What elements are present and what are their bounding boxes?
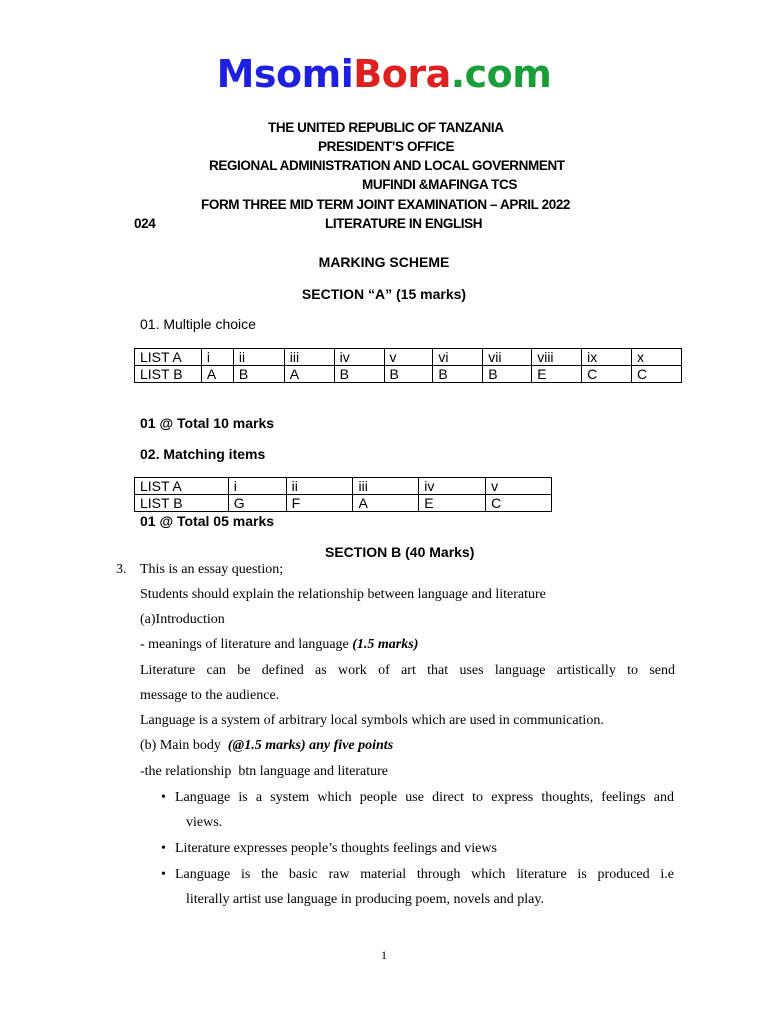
table-cell: v <box>384 349 433 366</box>
q3-relationship: -the relationship btn language and literature <box>140 764 389 779</box>
table-cell: LIST A <box>135 478 229 495</box>
table-cell: i <box>201 349 233 366</box>
table-cell: vii <box>483 349 532 366</box>
header-line-4: MUFINDI &MAFINGA TCS <box>362 177 517 192</box>
table-cell: B <box>334 366 384 383</box>
q3-literature-definition <box>140 658 675 684</box>
q3-part-a: (a)Introduction <box>140 612 225 627</box>
table-cell: iii <box>284 349 334 366</box>
list-item-continuation: views. <box>186 815 223 830</box>
table-cell: G <box>228 495 286 512</box>
q3-meanings <box>140 632 418 658</box>
table-cell: iv <box>419 478 486 495</box>
section-a-title: SECTION “A” (15 marks) <box>301 286 467 302</box>
table-cell: F <box>286 495 353 512</box>
q1-total: 01 @ Total 10 marks <box>140 415 275 431</box>
table-cell: B <box>233 366 284 383</box>
q3-intro: This is an essay question; <box>140 562 284 577</box>
table-cell: A <box>353 495 419 512</box>
table-cell: A <box>201 366 233 383</box>
q1-answer-table <box>134 348 682 383</box>
table-cell: C <box>486 495 552 512</box>
table-row <box>135 366 682 383</box>
bullet-icon: • <box>161 841 166 856</box>
q3-meanings-text: - meanings of literature and language <box>140 637 353 652</box>
subject-code: 024 <box>134 216 156 231</box>
table-cell: A <box>284 366 334 383</box>
table-cell: x <box>632 349 682 366</box>
list-item: Literature expresses people’s thoughts feelings and views <box>175 841 497 856</box>
table-cell: iii <box>353 478 419 495</box>
q2-total: 01 @ Total 05 marks <box>140 513 275 529</box>
subject-title: LITERATURE IN ENGLISH <box>325 216 483 231</box>
logo-part-bora: Bora <box>353 52 451 96</box>
table-cell: C <box>582 366 632 383</box>
q3-literature-definition-line-2: message to the audience. <box>140 688 280 703</box>
logo-part-com: .com <box>450 52 552 96</box>
q3-language-definition: Language is a system of arbitrary local symbols which are used in communication. <box>140 713 604 728</box>
header-line-2: PRESIDENT’S OFFICE <box>318 139 455 154</box>
list-item: Language is the basic raw material through which literature is produced i.e <box>175 867 674 882</box>
site-logo <box>0 52 768 96</box>
table-row <box>135 478 552 495</box>
logo-part-msomi: Msomi <box>216 52 354 96</box>
bullet-icon: • <box>161 867 166 882</box>
section-b-title: SECTION B (40 Marks) <box>325 544 475 560</box>
header-line-5: FORM THREE MID TERM JOINT EXAMINATION – APRIL 2022 <box>201 197 571 212</box>
table-cell: B <box>384 366 433 383</box>
table-row <box>135 349 682 366</box>
table-cell: ii <box>286 478 353 495</box>
table-cell: C <box>632 366 682 383</box>
list-item-continuation: literally artist use language in producing poem, novels and play. <box>186 892 544 907</box>
page-number: 1 <box>381 948 387 962</box>
header-line-1: THE UNITED REPUBLIC OF TANZANIA <box>268 120 504 135</box>
q3-meanings-marks: (1.5 marks) <box>352 637 419 652</box>
list-item: Language is a system which people use direct to express thoughts, feelings and <box>175 790 674 805</box>
q3-number: 3. <box>116 562 127 577</box>
q3-literature-definition-line-1: Literature can be defined as work of art that uses language artistically to send <box>140 663 675 678</box>
q3-part-b-marks: (@1.5 marks) any five points <box>227 738 394 753</box>
table-cell: viii <box>532 349 582 366</box>
table-cell: ix <box>582 349 632 366</box>
marking-scheme-title: MARKING SCHEME <box>318 254 450 270</box>
table-cell: E <box>419 495 486 512</box>
table-cell: B <box>483 366 532 383</box>
q3-instruction: Students should explain the relationship between language and literature <box>140 587 546 602</box>
table-cell: LIST A <box>135 349 202 366</box>
header-line-3: REGIONAL ADMINISTRATION AND LOCAL GOVERNMENT <box>209 158 565 173</box>
table-cell: i <box>228 478 286 495</box>
q2-label: 02. Matching items <box>140 446 266 462</box>
q2-answer-table <box>134 477 552 512</box>
q1-label: 01. Multiple choice <box>140 316 256 332</box>
bullet-icon: • <box>161 790 166 805</box>
table-cell: iv <box>334 349 384 366</box>
table-cell: ii <box>233 349 284 366</box>
table-cell: LIST B <box>135 495 229 512</box>
q3-part-b-text: (b) Main body <box>140 738 228 753</box>
q3-part-b <box>140 733 393 759</box>
table-row <box>135 495 552 512</box>
table-cell: v <box>486 478 552 495</box>
table-cell: LIST B <box>135 366 202 383</box>
table-cell: B <box>433 366 483 383</box>
table-cell: vi <box>433 349 483 366</box>
table-cell: E <box>532 366 582 383</box>
